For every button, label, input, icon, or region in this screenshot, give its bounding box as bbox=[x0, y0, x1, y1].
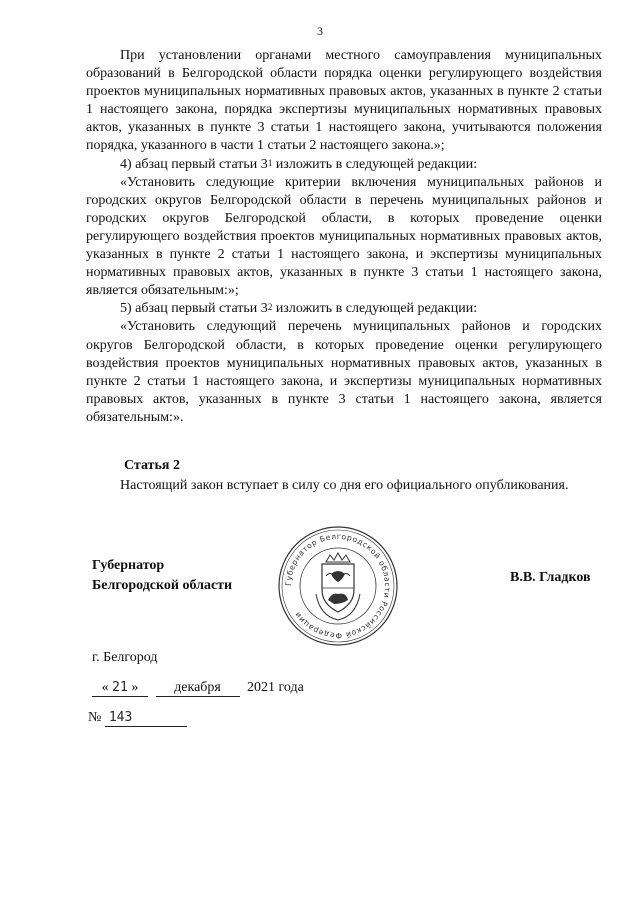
number-value: 143 bbox=[108, 710, 133, 725]
paragraph-criteria: «Установить следующие критерии включения муниципальных районов и городских округов Белгородской области в перечень муниципальных районов и городских округов Белгородской области, в которых проведение оценки регулирующего воздействия проектов муниципальных нормативных правовых актов, указанных в пункте 2 статьи 1 настоящего закона, и экспертизы муниципальных нормативных правовых актов, указанных в пункте 3 статьи 1 настоящего закона, является обязательным:»; bbox=[86, 174, 602, 299]
date-month: декабря bbox=[156, 680, 240, 697]
date-day: 21 bbox=[112, 680, 128, 695]
paragraph-list: «Установить следующий перечень муниципальных районов и городских округов Белгородской области, в которых проведение оценки регулирующего воздействия проектов муниципальных нормативных правовых актов, указанных в пункте 2 статьи 1 настоящего закона, и экспертизы муниципальных нормативных правовых актов, указанных в пункте 3 статьи 1 настоящего закона, является обязательным:». bbox=[86, 319, 602, 425]
article-2-text: Настоящий закон вступает в силу со дня его официального опубликования. bbox=[120, 478, 569, 493]
article-2-heading: Статья 2 bbox=[124, 458, 180, 473]
signatory-role bbox=[92, 556, 232, 596]
date-open-quote: « bbox=[101, 680, 109, 695]
article-2-body bbox=[86, 477, 602, 495]
signatory-name: В.В. Гладков bbox=[510, 570, 591, 585]
place-of-signing: г. Белгород bbox=[92, 650, 158, 665]
item-5-pre: 5) абзац первый статьи 3 bbox=[120, 301, 268, 317]
date-day-field bbox=[92, 680, 148, 697]
item-5-heading bbox=[86, 300, 602, 318]
item-4-post: изложить в следующей редакции: bbox=[272, 156, 478, 172]
item-5-post: изложить в следующей редакции: bbox=[272, 301, 478, 317]
number-field bbox=[105, 710, 187, 727]
number-label: № bbox=[88, 710, 102, 725]
signatory-role-line1: Губернатор bbox=[92, 558, 165, 573]
signing-date bbox=[92, 680, 304, 697]
item-4-pre: 4) абзац первый статьи 3 bbox=[120, 156, 268, 172]
governor-seal-icon bbox=[276, 524, 400, 648]
signatory-role-line2: Белгородской области bbox=[92, 578, 233, 593]
date-year: 2021 года bbox=[247, 680, 304, 695]
document-number bbox=[88, 710, 187, 727]
item-4-sup: 1 bbox=[267, 157, 273, 168]
page-number: 3 bbox=[317, 24, 323, 38]
law-amendment-text bbox=[86, 47, 602, 427]
item-4-heading bbox=[86, 156, 602, 174]
item-5-sup: 2 bbox=[267, 302, 273, 313]
date-close-quote: » bbox=[131, 680, 139, 695]
seal-text: Губернатор Белгородской области Российской Федерации bbox=[283, 531, 393, 641]
paragraph-regulatory-procedure: При установлении органами местного самоуправления муниципальных образований в Белгородской области порядка оценки регулирующего воздействия проектов муниципальных нормативных правовых актов, указанных в пункте 2 статьи 1 настоящего закона, порядка экспертизы муниципальных нормативных правовых актов, указанных в пункте 3 статьи 1 настоящего закона, учитываются положения порядка, указанного в части 1 статьи 2 настоящего закона.»; bbox=[86, 48, 602, 154]
